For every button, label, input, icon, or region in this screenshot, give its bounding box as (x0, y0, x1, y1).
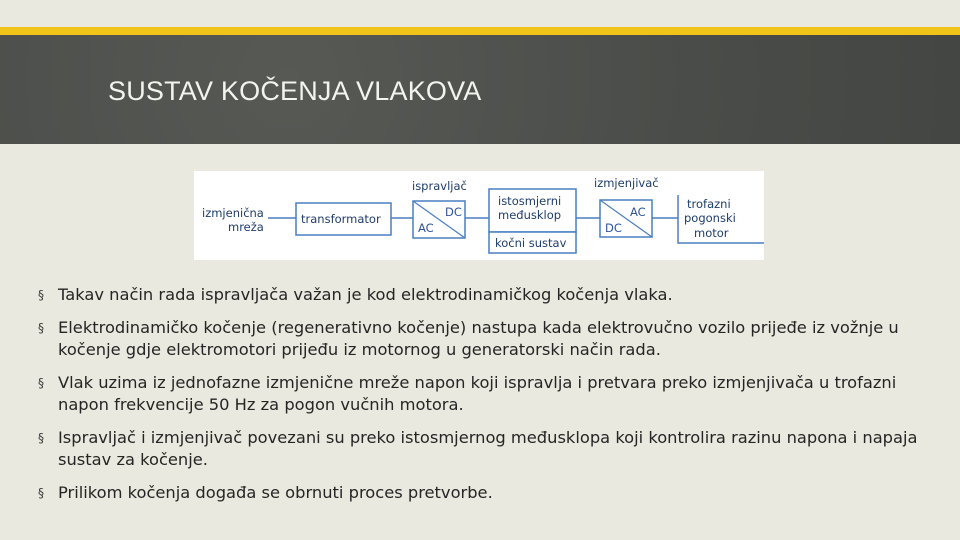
inverter-dc-label: DC (605, 221, 622, 235)
dc-link-label-1: istosmjerni (498, 194, 562, 208)
transformer-label: transformator (301, 212, 381, 226)
rectifier-ac-label: AC (418, 221, 434, 235)
slide-title: SUSTAV KOČENJA VLAKOVA (108, 76, 482, 106)
bullet-marker-icon: § (38, 376, 44, 390)
inverter-title: izmjenjivač (594, 176, 659, 190)
list-item (38, 427, 938, 471)
rectifier-dc-label: DC (445, 205, 462, 219)
bullet-text: Elektrodinamičko kočenje (regenerativno kočenje) nastupa kada elektrovučno vozilo prijeđe iz vožnje u kočenje gdje elektromotori prijeđu iz motornog u generatorski način rada. (58, 318, 899, 359)
list-item (38, 284, 938, 306)
motor-label-3: motor (694, 226, 729, 240)
bullet-marker-icon: § (38, 321, 44, 335)
list-item (38, 372, 938, 416)
braking-system-label: kočni sustav (495, 236, 567, 250)
bullet-list (38, 284, 938, 515)
bullet-marker-icon: § (38, 431, 44, 445)
grid-input-label-1: izmjenična (202, 206, 264, 220)
top-margin (0, 0, 960, 27)
block-diagram (194, 171, 764, 260)
motor-label-1: trofazni (687, 197, 731, 211)
bullet-text: Vlak uzima iz jednofazne izmjenične mreže napon koji ispravlja i pretvara preko izmjenjivača u trofazni napon frekvencije 50 Hz za pogon vučnih motora. (58, 373, 897, 414)
list-item (38, 317, 938, 361)
grid-input-label-2: mreža (228, 220, 264, 234)
bullet-text: Takav način rada ispravljača važan je kod elektrodinamičkog kočenja vlaka. (58, 285, 673, 304)
inverter-ac-label: AC (630, 205, 646, 219)
rectifier-title: ispravljač (412, 179, 467, 193)
accent-bar (0, 27, 960, 35)
bullet-text: Ispravljač i izmjenjivač povezani su preko istosmjernog međusklopa koji kontrolira razinu napona i napaja sustav za kočenje. (58, 428, 918, 469)
dc-link-label-2: međusklop (498, 208, 562, 222)
motor-label-2: pogonski (684, 211, 736, 225)
bullet-marker-icon: § (38, 288, 44, 302)
bullet-marker-icon: § (38, 486, 44, 500)
list-item (38, 482, 938, 504)
bullet-text: Prilikom kočenja događa se obrnuti proces pretvorbe. (58, 483, 493, 502)
block-diagram-svg (194, 171, 764, 260)
